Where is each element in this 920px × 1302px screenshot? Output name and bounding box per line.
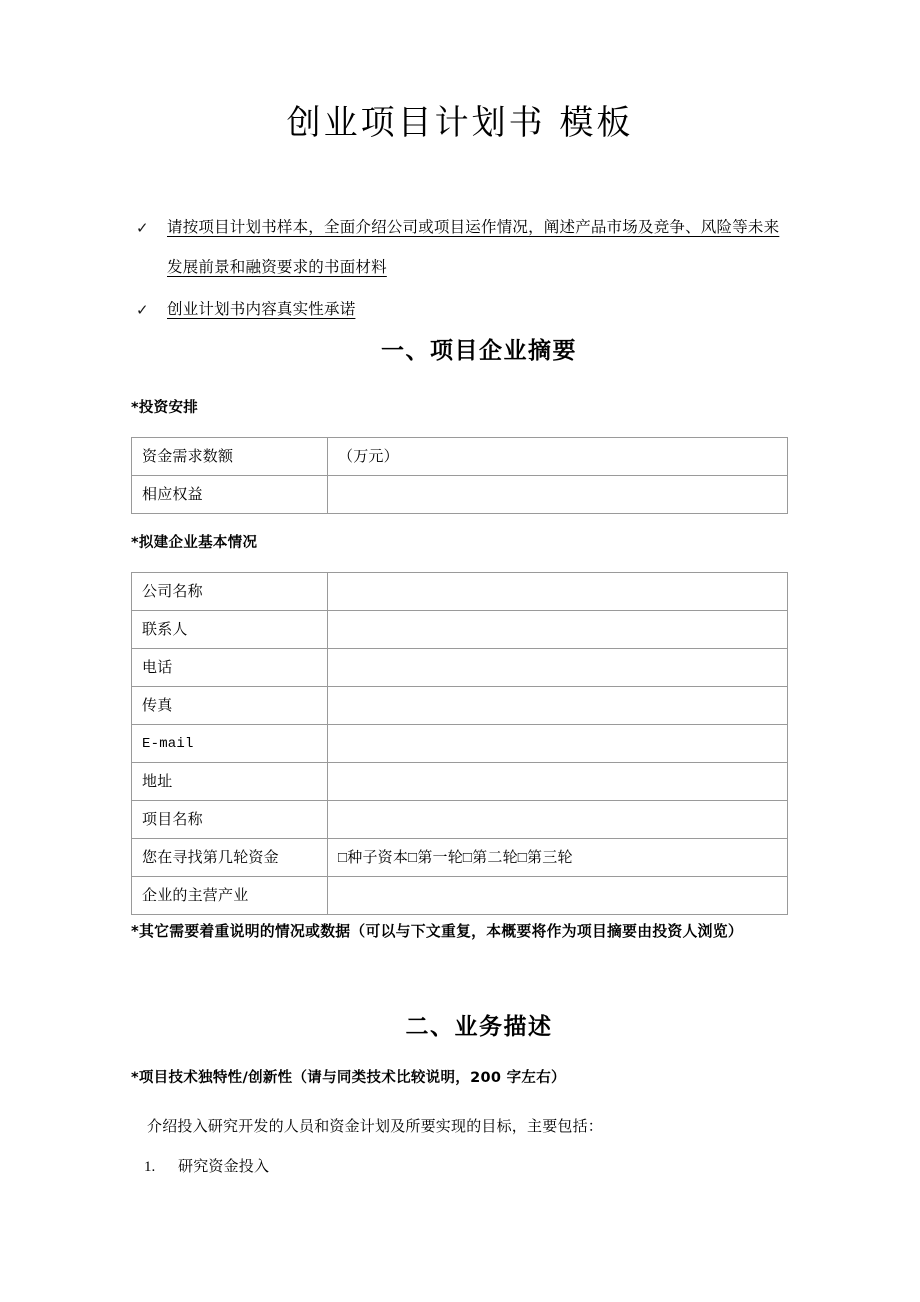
table-row [132, 801, 788, 839]
table-cell-value[interactable] [328, 573, 788, 611]
table-row [132, 763, 788, 801]
bullet-text: 请按项目计划书样本，全面介绍公司或项目运作情况，阐述产品市场及竞争、风险等未来发展前景和融资要求的书面材料 [167, 219, 780, 276]
table-row [132, 877, 788, 915]
section-heading-two: 二、业务描述 [405, 1014, 553, 1040]
table-cell-label: 电话 [132, 649, 328, 687]
table-row [132, 687, 788, 725]
table-row [132, 725, 788, 763]
intro-paragraph: 介绍投入研究开发的人员和资金计划及所要实现的目标，主要包括： [147, 1119, 604, 1135]
basic-company-info-label: *拟建企业基本情况 [131, 535, 258, 551]
table-row [132, 649, 788, 687]
table-cell-label: 企业的主营产业 [132, 877, 328, 915]
investment-arrangement-label: *投资安排 [131, 400, 199, 416]
table-cell-label: 相应权益 [132, 476, 328, 514]
table-cell-label: 传真 [132, 687, 328, 725]
numbered-list-item [144, 1155, 794, 1179]
table-cell-label: 公司名称 [132, 573, 328, 611]
other-notes-label: *其它需要着重说明的情况或数据（可以与下文重复，本概要将作为项目摘要由投资人浏览） [131, 923, 743, 940]
table-row [132, 573, 788, 611]
table-cell-value[interactable] [328, 801, 788, 839]
table-cell-value[interactable] [328, 687, 788, 725]
table-cell-value[interactable] [328, 611, 788, 649]
checkmark-icon: ✓ [136, 219, 149, 237]
table-cell-value[interactable] [328, 763, 788, 801]
list-number: 1. [144, 1159, 156, 1175]
investment-table [131, 437, 788, 514]
table-cell-label: 您在寻找第几轮资金 [132, 839, 328, 877]
section-heading-one: 一、项目企业摘要 [381, 338, 577, 364]
table-cell-value[interactable] [328, 877, 788, 915]
table-cell-label: 联系人 [132, 611, 328, 649]
page-title: 创业项目计划书 模板 [286, 103, 634, 143]
table-cell-label: 项目名称 [132, 801, 328, 839]
bullet-text: 创业计划书内容真实性承诺 [167, 301, 356, 318]
table-cell-label: 资金需求数额 [132, 438, 328, 476]
funding-round-checkbox-group[interactable]: □种子资本□第一轮□第二轮□第三轮 [328, 839, 788, 877]
table-cell-value[interactable] [328, 476, 788, 514]
company-basic-info-table [131, 572, 788, 915]
table-cell-label: 地址 [132, 763, 328, 801]
list-item-text: 研究资金投入 [178, 1159, 270, 1175]
table-row [132, 611, 788, 649]
technology-uniqueness-label: *项目技术独特性/创新性（请与同类技术比较说明，200 字左右） [131, 1070, 566, 1086]
list-item [131, 208, 791, 288]
table-row [132, 476, 788, 514]
intro-bullet-list [131, 208, 791, 332]
table-row [132, 839, 788, 877]
table-row [132, 438, 788, 476]
table-cell-value[interactable] [328, 649, 788, 687]
checkmark-icon: ✓ [136, 301, 149, 319]
table-cell-value[interactable]: （万元） [328, 438, 788, 476]
table-cell-label: E-mail [132, 725, 328, 763]
table-cell-value[interactable] [328, 725, 788, 763]
list-item [131, 290, 791, 330]
